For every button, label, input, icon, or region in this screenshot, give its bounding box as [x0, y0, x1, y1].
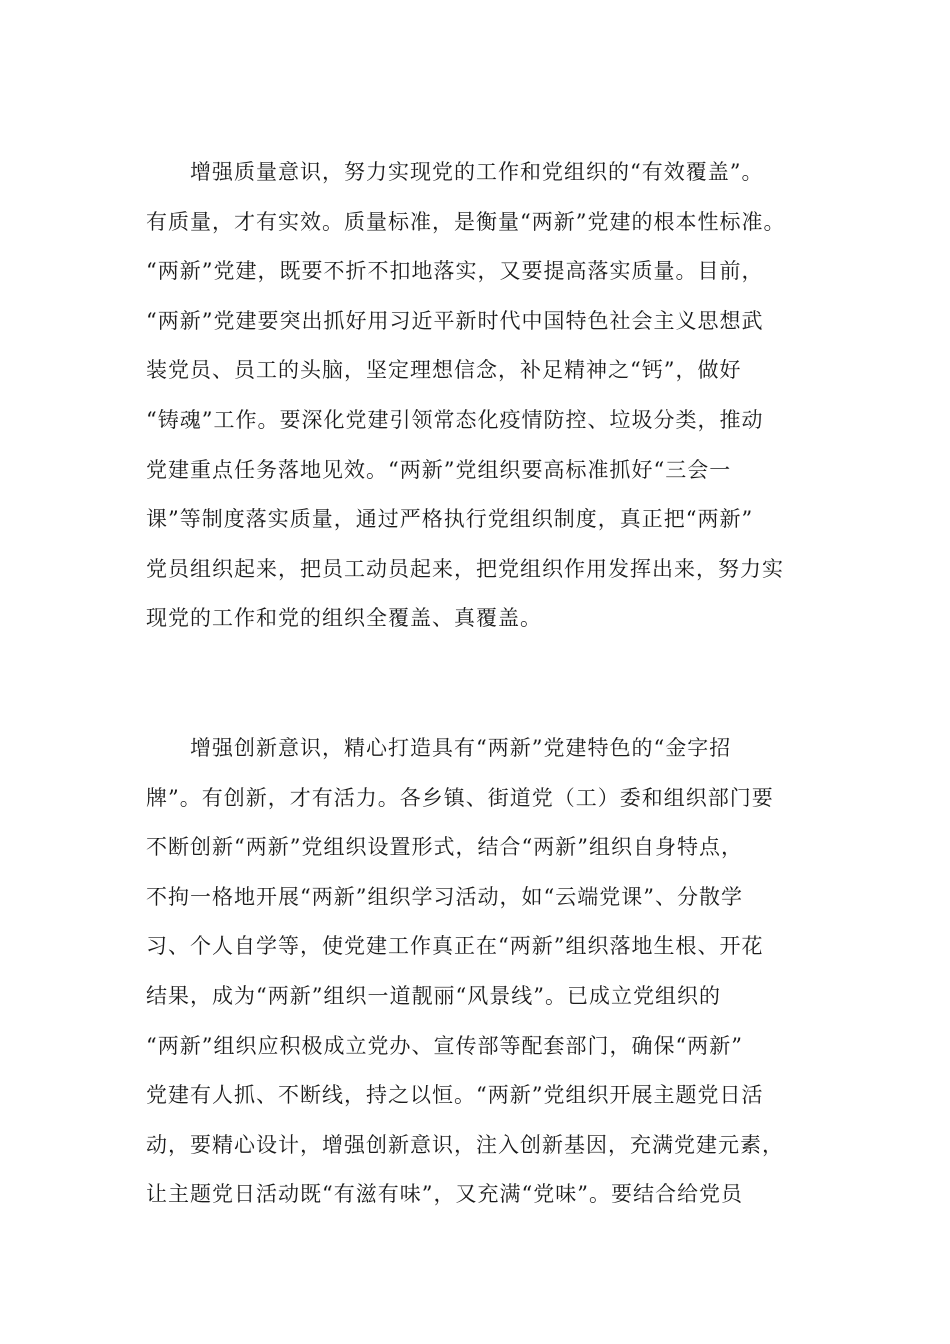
text-line: 装党员、员工的头脑，坚定理想信念，补足精神之“钙”，做好	[146, 358, 742, 383]
text-line: 不断创新“两新”党组织设置形式，结合“两新”组织自身特点，	[146, 835, 743, 860]
text-line: 不拘一格地开展“两新”组织学习活动，如“云端党课”、分散学	[146, 884, 743, 909]
text-line: 牌”。有创新，才有活力。各乡镇、街道党（工）委和组织部门要	[146, 785, 774, 810]
text-line: “两新”党建，既要不折不扣地落实，又要提高落实质量。目前，	[146, 259, 764, 284]
text-line: 习、个人自学等，使党建工作真正在“两新”组织落地生根、开花	[146, 934, 764, 959]
text-line: “两新”党建要突出抓好用习近平新时代中国特色社会主义思想武	[146, 308, 764, 333]
text-line: 党建重点任务落地见效。“两新”党组织要高标准抓好“三会一	[146, 457, 732, 482]
text-line: 让主题党日活动既“有滋有味”，又充满“党味”。要结合给党员	[146, 1182, 743, 1207]
text-line: 增强创新意识，精心打造具有“两新”党建特色的“金字招	[190, 736, 732, 760]
paragraph-quality-awareness	[146, 148, 806, 644]
text-line: 有质量，才有实效。质量标准，是衡量“两新”党建的根本性标准。	[146, 209, 786, 234]
text-line: “铸魂”工作。要深化党建引领常态化疫情防控、垃圾分类，推动	[146, 407, 764, 432]
text-line: 动，要精心设计，增强创新意识，注入创新基因，充满党建元素，	[146, 1132, 784, 1157]
paragraph-innovation-awareness	[146, 724, 806, 1220]
text-line: 现党的工作和党的组织全覆盖、真覆盖。	[146, 606, 542, 631]
text-line: 党建有人抓、不断线，持之以恒。“两新”党组织开展主题党日活	[146, 1083, 764, 1108]
text-line: 结果，成为“两新”组织一道靓丽“风景线”。已成立党组织的	[146, 983, 721, 1008]
text-line: 课”等制度落实质量，通过严格执行党组织制度，真正把“两新”	[146, 507, 754, 532]
text-line: “两新”组织应积极成立党办、宣传部等配套部门，确保“两新”	[146, 1033, 743, 1058]
text-line: 党员组织起来，把员工动员起来，把党组织作用发挥出来，努力实	[146, 556, 784, 581]
text-line: 增强质量意识，努力实现党的工作和党组织的“有效覆盖”。	[190, 160, 764, 184]
